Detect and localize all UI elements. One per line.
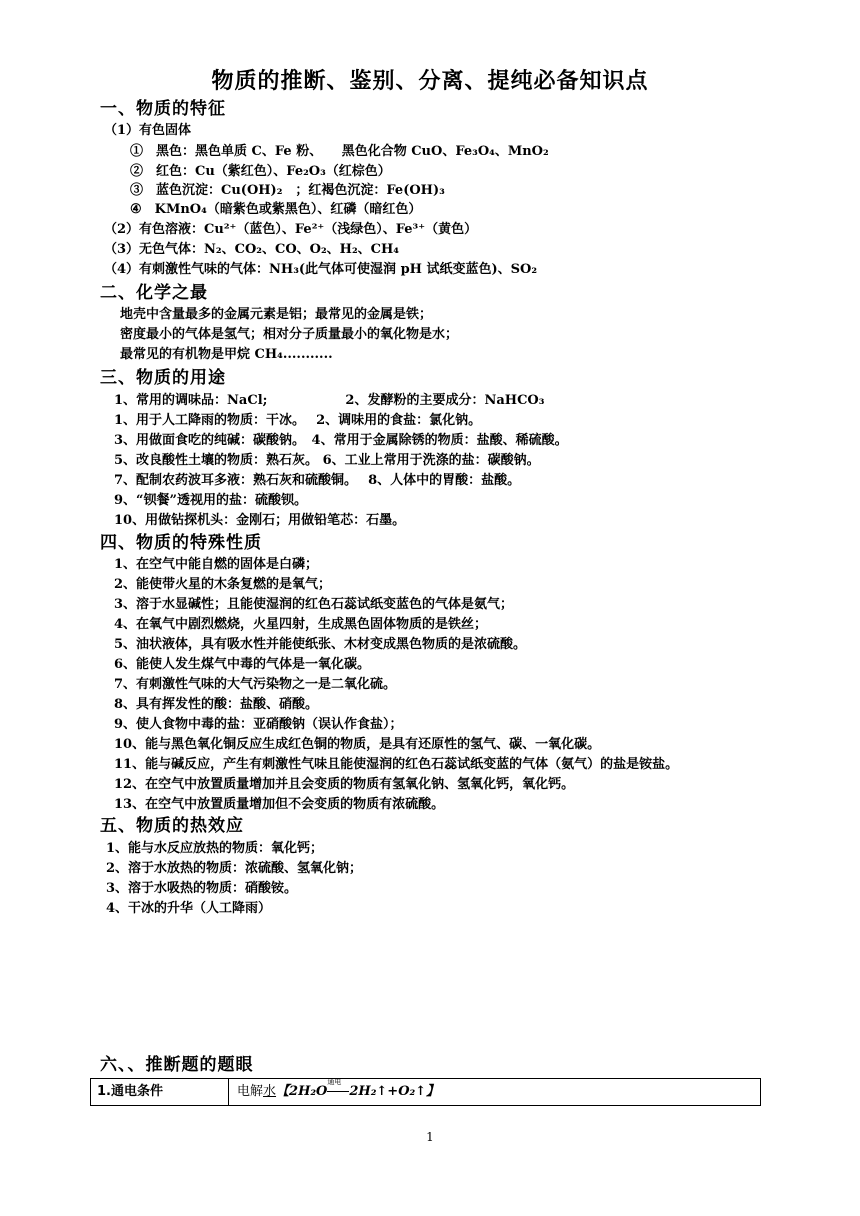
- text-line: 11、能与碱反应，产生有刺激性气味且能使湿润的红色石蕊试纸变蓝的气体（氨气）的盐是铵盐。: [114, 757, 679, 772]
- section-heading: 五、物质的热效应: [100, 816, 244, 836]
- text-line: 1、用于人工降雨的物质：干冰。 2、调味用的食盐：氯化钠。: [114, 413, 482, 428]
- section-heading: 四、物质的特殊性质: [100, 533, 262, 553]
- section-heading: 六、、推断题的题眼: [100, 1055, 254, 1075]
- text-line: ② 红色：Cu（紫红色）、Fe₂O₃（红棕色）: [130, 164, 391, 179]
- text-line: ③ 蓝色沉淀：Cu(OH)₂ ；红褐色沉淀：Fe(OH)₃: [130, 183, 445, 198]
- electrolysis-label: 电解: [237, 1084, 264, 1099]
- text-line: ① 黑色：黑色单质 C、Fe 粉、 黑色化合物 CuO、Fe₃O₄、MnO₂: [130, 144, 549, 159]
- text-line: 3、溶于水吸热的物质：硝酸铵。: [106, 881, 298, 896]
- text-line: 1、能与水反应放热的物质：氧化钙；: [106, 841, 324, 856]
- text-line: ④ KMnO₄（暗紫色或紫黑色）、红磷（暗红色）: [130, 202, 422, 217]
- table-cell-content: [237, 1079, 439, 1105]
- text-line: 13、在空气中放置质量增加但不会变质的物质有浓硫酸。: [114, 797, 445, 812]
- text-line: 3、用做面食吃的纯碱：碳酸钠。 4、常用于金属除锈的物质：盐酸、稀硫酸。: [114, 433, 568, 448]
- page-title: 物质的推断、鉴别、分离、提纯必备知识点: [211, 68, 649, 94]
- text-line: 7、有刺激性气味的大气污染物之一是二氧化硫。: [114, 677, 397, 692]
- text-line: 6、能使人发生煤气中毒的气体是一氧化碳。: [114, 657, 371, 672]
- text-line: 1、常用的调味品：NaCl; 2、发酵粉的主要成分：NaHCO₃: [114, 393, 545, 408]
- equation-condition: 通电: [327, 1077, 342, 1086]
- text-line: 2、溶于水放热的物质：浓硫酸、氢氧化钠；: [106, 861, 363, 876]
- section-heading: 三、物质的用途: [100, 368, 226, 388]
- text-line: 12、在空气中放置质量增加并且会变质的物质有氢氧化钠、氢氧化钙，氧化钙。: [114, 777, 575, 792]
- equation-left: 【2H₂O: [276, 1084, 328, 1099]
- text-line: 10、用做钻探机头：金刚石；用做铅笔芯：石墨。: [114, 513, 406, 528]
- text-line: 8、具有挥发性的酸：盐酸、硝酸。: [114, 697, 319, 712]
- text-line: 3、溶于水显碱性；且能使湿润的红色石蕊试纸变蓝色的气体是氨气；: [114, 597, 514, 612]
- text-line: （1）有色固体: [104, 123, 192, 138]
- text-line: 密度最小的气体是氢气；相对分子质量最小的氧化物是水；: [120, 327, 459, 342]
- text-line: 1、在空气中能自燃的固体是白磷；: [114, 557, 319, 572]
- inference-table: [90, 1078, 761, 1106]
- text-line: 5、油状液体，具有吸水性并能使纸张、木材变成黑色物质的是浓硫酸。: [114, 637, 527, 652]
- text-line: 4、在氧气中剧烈燃烧，火星四射，生成黑色固体物质的是铁丝；: [114, 617, 488, 632]
- equation-arrow: [327, 1077, 349, 1097]
- section-heading: 二、化学之最: [100, 283, 208, 303]
- text-line: 5、改良酸性土壤的物质：熟石灰。 6、工业上常用于洗涤的盐：碳酸钠。: [114, 453, 540, 468]
- equation-right: 2H₂↑+O₂↑】: [349, 1084, 440, 1099]
- section-heading: 一、物质的特征: [100, 99, 226, 119]
- text-line: （3）无色气体：N₂、CO₂、CO、O₂、H₂、CH₄: [104, 242, 399, 257]
- water-label: 水: [263, 1084, 277, 1099]
- text-line: 9、“钡餐”透视用的盐：硫酸钡。: [114, 493, 308, 508]
- text-line: （4）有刺激性气味的气体：NH₃(此气体可使湿润 pH 试纸变蓝色)、SO₂: [104, 262, 538, 277]
- table-cell-condition: 1.通电条件: [91, 1079, 229, 1105]
- text-line: 地壳中含量最多的金属元素是铝；最常见的金属是铁；: [120, 307, 433, 322]
- text-line: 2、能使带火星的木条复燃的是氧气；: [114, 577, 332, 592]
- text-line: （2）有色溶液：Cu²⁺（蓝色）、Fe²⁺（浅绿色）、Fe³⁺（黄色）: [104, 222, 478, 237]
- text-line: 4、干冰的升华（人工降雨）: [106, 901, 272, 916]
- text-line: 9、使人食物中毒的盐：亚硝酸钠（误认作食盐）；: [114, 717, 403, 732]
- text-line: 7、配制农药波耳多液：熟石灰和硫酸铜。 8、人体中的胃酸：盐酸。: [114, 473, 521, 488]
- text-line: 最常见的有机物是甲烷 CH₄...........: [120, 347, 333, 362]
- text-line: 10、能与黑色氧化铜反应生成红色铜的物质，是具有还原性的氢气、碳、一氧化碳。: [114, 737, 601, 752]
- page-number: 1: [426, 1130, 434, 1144]
